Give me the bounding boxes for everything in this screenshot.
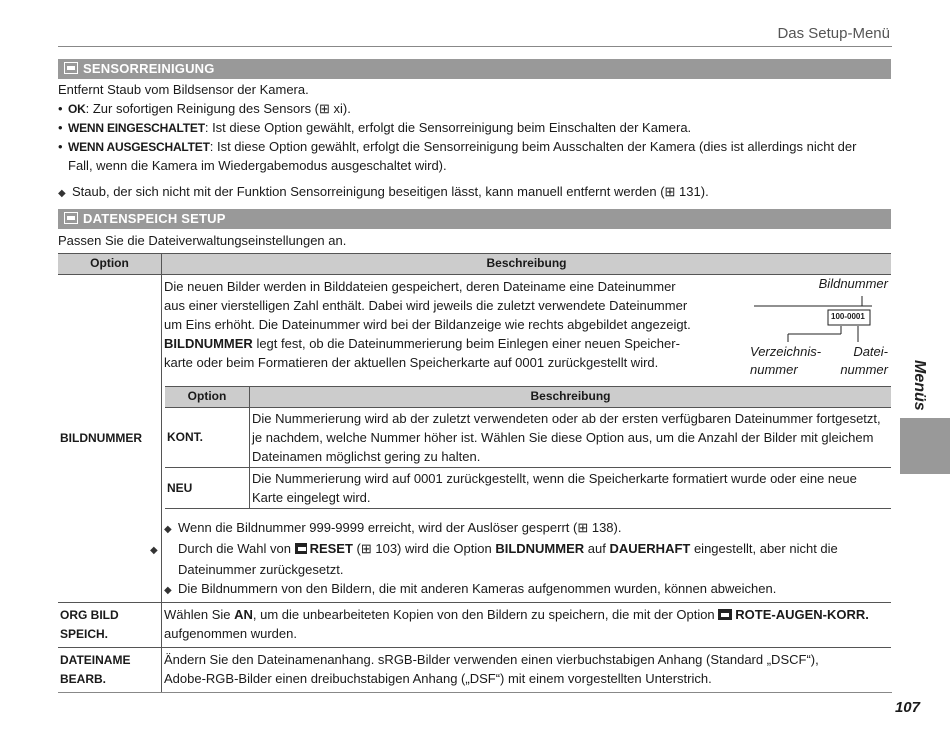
diagram-left-label-1: Verzeichnis- bbox=[750, 344, 822, 359]
sensor-intro: Entfernt Staub vom Bildsensor der Kamera. bbox=[58, 82, 309, 97]
note-item: ◆ Durch die Wahl von RESET (⊞ 103) wird die Option BILDNUMMER auf DAUERHAFT eingestellt, aber nicht die Dateinummer zurückgesetzt. bbox=[150, 541, 838, 577]
diagram-left-label-2: nummer bbox=[750, 362, 798, 377]
desc-kont: Die Nummerierung wird ab der zuletzt verwendeten oder ab der ersten verfügbaren Dateinummer fortgesetzt, je nachdem, welche Nummer höher ist. Wählen Sie diese Option aus, um die Anzahl der Bilder mit gleichem Dateinamen möglichst gering zu halten. bbox=[250, 408, 892, 468]
sensor-clean-icon bbox=[64, 62, 78, 74]
option-kont: KONT. bbox=[165, 408, 250, 468]
note-icon: ◆ bbox=[58, 188, 66, 199]
sub-column-header-option: Option bbox=[165, 387, 250, 408]
bildnummer-notes bbox=[150, 518, 884, 600]
option-org-bild-speich: ORG BILD SPEICH. bbox=[58, 603, 162, 648]
bullet-wenn-eingeschaltet: • WENN EINGESCHALTET: Ist diese Option gewählt, erfolgt die Sensorreinigung beim Einschalten der Kamera. bbox=[58, 120, 692, 135]
desc-neu: Die Nummerierung wird auf 0001 zurückgestellt, wenn die Speicherkarte formatiert wurde oder eine neue Karte eingelegt wird. bbox=[250, 468, 892, 509]
note-item: ◆ Wenn die Bildnummer 999-9999 erreicht, wird der Auslöser gesperrt (⊞ 138). bbox=[164, 518, 884, 539]
note-icon: ◆ bbox=[150, 545, 158, 556]
diagram-right-label-1: Datei- bbox=[853, 344, 888, 359]
option-bildnummer: BILDNUMMER bbox=[58, 275, 162, 603]
section-title: SENSORREINIGUNG bbox=[83, 61, 215, 76]
datenspeich-intro: Passen Sie die Dateiverwaltungseinstellungen an. bbox=[58, 233, 347, 248]
sensor-note: ◆ Staub, der sich nicht mit der Funktion Sensorreinigung beseitigen lässt, kann manuell entfernt werden (⊞ 131). bbox=[58, 182, 888, 203]
data-setup-icon bbox=[64, 212, 78, 224]
diagram-right-label-2: nummer bbox=[840, 362, 888, 377]
section-header-sensorreinigung bbox=[58, 59, 891, 79]
note-item: ◆ Die Bildnummern von den Bildern, die mit anderen Kameras aufgenommen wurden, können abweichen. bbox=[164, 579, 884, 600]
table-row bbox=[165, 408, 891, 468]
side-tab-label: Menüs bbox=[911, 359, 928, 411]
option-neu: NEU bbox=[165, 468, 250, 509]
table-row bbox=[58, 603, 891, 648]
desc-dateiname-bearb: Ändern Sie den Dateinamenanhang. sRGB-Bilder verwenden einen vierbuchstabigen Anhang (Standard „DSCF“), Adobe-RGB-Bilder einen dreibuchstabigen Anhang („DSF“) mit einem vorgestellten Unterstrich. bbox=[162, 648, 892, 693]
diagram-number: 100-0001 bbox=[831, 312, 865, 321]
bullet-ok: • OK: Zur sofortigen Reinigung des Sensors (⊞ xi). bbox=[58, 101, 351, 116]
bullet-wenn-ausgeschaltet-cont: Fall, wenn die Kamera im Wiedergabemodus ausgeschaltet wird). bbox=[68, 158, 447, 173]
running-title: Das Setup-Menü bbox=[777, 25, 890, 42]
playback-icon bbox=[718, 609, 732, 620]
header-rule bbox=[58, 46, 892, 47]
column-header-description: Beschreibung bbox=[162, 254, 892, 275]
bildnummer-paragraph: Die neuen Bilder werden in Bilddateien gespeichert, deren Dateiname eine Dateinummer aus einer vierstelligen Zahl enthält. Dabei wird jeweils die zuletzt verwendete Dateinummer um Eins erhöht. Die Dateinummer wird bei der Bildanzeige wie rechts abgebildet angezeigt. BILDNUMMER legt fest, ob die Dateinummerierung beim Einlegen einer neuen Speicher- karte oder beim Formatieren der aktuellen Speicherkarte auf 0001 zurückgestellt wird. bbox=[164, 279, 691, 370]
sub-column-header-description: Beschreibung bbox=[250, 387, 892, 408]
footer-rule bbox=[58, 692, 892, 693]
side-tab bbox=[900, 418, 950, 474]
column-header-option: Option bbox=[58, 254, 162, 275]
section-title: DATENSPEICH SETUP bbox=[83, 211, 226, 226]
desc-org-bild-speich: Wählen Sie AN, um die unbearbeiteten Kopien von den Bildern zu speichern, die mit der Option ROTE-AUGEN-KORR. aufgenommen wurden. bbox=[162, 603, 892, 648]
option-dateiname-bearb: DATEINAME BEARB. bbox=[58, 648, 162, 693]
note-icon: ◆ bbox=[164, 524, 172, 535]
bullet-wenn-ausgeschaltet: • WENN AUSGESCHALTET: Ist diese Option gewählt, erfolgt die Sensorreinigung beim Ausschalten der Kamera (dies ist allerdings nicht der bbox=[58, 139, 857, 154]
table-row bbox=[165, 468, 891, 509]
file-number-diagram bbox=[748, 276, 890, 386]
table-row bbox=[58, 648, 891, 693]
note-icon: ◆ bbox=[164, 585, 172, 596]
bildnummer-subtable bbox=[165, 386, 891, 509]
page-number: 107 bbox=[894, 699, 920, 716]
reset-icon bbox=[295, 543, 307, 554]
diagram-top-label: Bildnummer bbox=[818, 276, 888, 291]
section-header-datenspeich bbox=[58, 209, 891, 229]
